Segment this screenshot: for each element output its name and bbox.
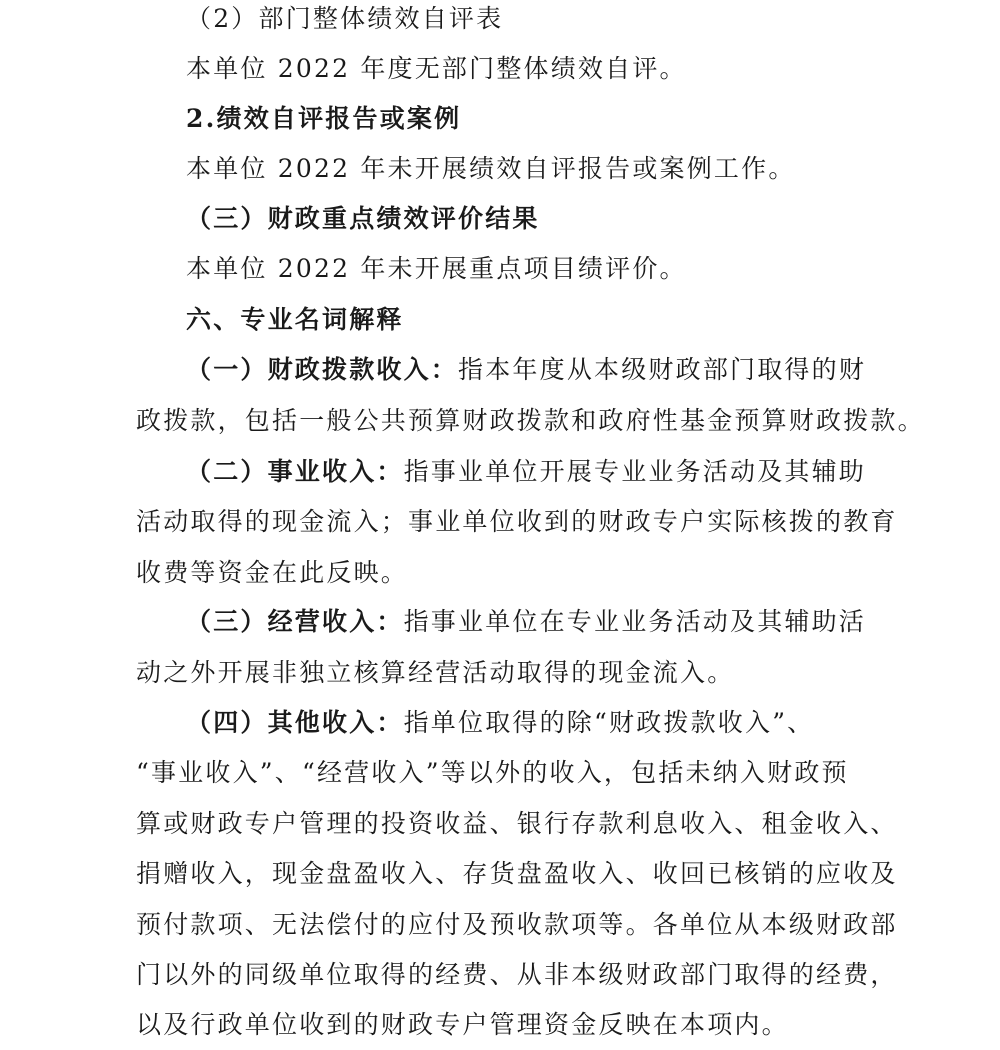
glossary-line: “事业收入”、“经营收入”等以外的收入，包括未纳入财政预 xyxy=(136,758,849,787)
glossary-item-business-income xyxy=(186,447,866,497)
paragraph-no-dept-self-eval: 本单位 2022 年度无部门整体绩效自评。 xyxy=(186,54,687,83)
glossary-definition: 指事业单位在专业业务活动及其辅助活 xyxy=(403,607,867,636)
glossary-term: （三）经营收入： xyxy=(186,607,404,636)
glossary-term: （一）财政拨款收入： xyxy=(186,355,459,384)
heading-key-performance-results: （三）财政重点绩效评价结果 xyxy=(186,204,540,233)
glossary-item-other-income xyxy=(186,698,814,748)
glossary-line: 预付款项、无法偿付的应付及预收款项等。各单位从本级财政部 xyxy=(136,910,898,939)
glossary-term: （四）其他收入： xyxy=(186,708,404,737)
heading-glossary: 六、专业名词解释 xyxy=(186,305,404,334)
glossary-item-operating-income xyxy=(186,597,866,647)
glossary-definition: 指单位取得的除“财政拨款收入”、 xyxy=(403,708,815,737)
glossary-definition: 指事业单位开展专业业务活动及其辅助 xyxy=(403,457,867,486)
paragraph-no-self-eval-report: 本单位 2022 年未开展绩效自评报告或案例工作。 xyxy=(186,154,796,183)
glossary-line: 以及行政单位收到的财政专户管理资金反映在本项内。 xyxy=(136,1010,789,1039)
glossary-line: 收费等资金在此反映。 xyxy=(136,558,409,587)
glossary-line: 门以外的同级单位取得的经费、从非本级财政部门取得的经费， xyxy=(136,960,898,989)
subsection-heading-dept-self-eval-table: （2）部门整体绩效自评表 xyxy=(186,4,504,33)
glossary-line: 捐赠收入，现金盘盈收入、存货盘盈收入、收回已核销的应收及 xyxy=(136,859,898,888)
glossary-line: 活动取得的现金流入；事业单位收到的财政专户实际核拨的教育 xyxy=(136,507,898,536)
glossary-definition: 指本年度从本级财政部门取得的财 xyxy=(458,355,867,384)
glossary-term: （二）事业收入： xyxy=(186,457,404,486)
heading-self-eval-report: 2.绩效自评报告或案例 xyxy=(186,104,462,133)
paragraph-no-key-project-eval: 本单位 2022 年未开展重点项目绩评价。 xyxy=(186,254,687,283)
glossary-item-fiscal-appropriation xyxy=(186,345,866,395)
glossary-line: 动之外开展非独立核算经营活动取得的现金流入。 xyxy=(136,658,735,687)
glossary-line: 政拨款，包括一般公共预算财政拨款和政府性基金预算财政拨款。 xyxy=(136,406,925,435)
glossary-line: 算或财政专户管理的投资收益、银行存款利息收入、租金收入、 xyxy=(136,809,898,838)
